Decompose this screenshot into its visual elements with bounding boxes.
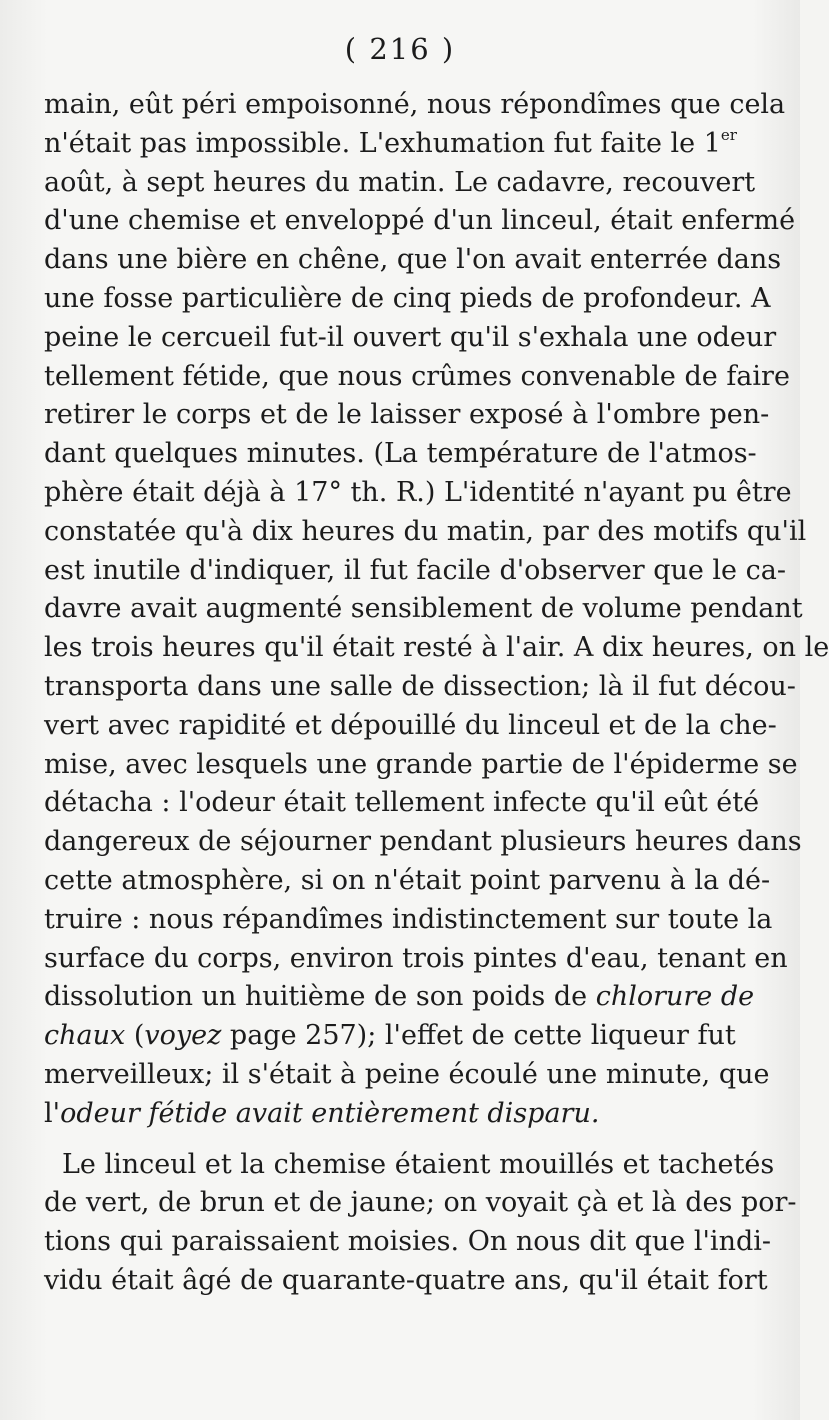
text-line (44, 901, 773, 940)
text-line (44, 164, 756, 203)
text-line (44, 552, 786, 591)
text-line (44, 1184, 797, 1223)
text-line (44, 86, 786, 125)
text-line (44, 590, 803, 629)
italic-text: voyez (144, 1020, 222, 1052)
text-segment: est inutile d'indiquer, il fut facile d'observer que le ca- (44, 554, 786, 586)
text-line (44, 707, 777, 746)
text-segment: août, à sept heures du matin. Le cadavre, recouvert (44, 166, 756, 198)
superscript: er (720, 125, 737, 144)
text-segment: Le linceul et la chemise étaient mouillés et tachetés (62, 1148, 775, 1180)
text-line (44, 823, 802, 862)
text-segment: détacha : l'odeur était tellement infecte qu'il eût été (44, 787, 760, 819)
text-line (44, 1146, 775, 1185)
text-segment: tions qui paraissaient moisies. On nous dit que l'indi- (44, 1226, 771, 1258)
text-segment: n'était pas impossible. L'exhumation fut faite le 1 (44, 127, 721, 159)
text-segment: dissolution un huitième de son poids de (44, 981, 596, 1013)
text-line (44, 513, 807, 552)
text-line (44, 862, 771, 901)
text-segment: davre avait augmenté sensiblement de volume pendant (44, 593, 803, 625)
text-line (44, 280, 771, 319)
text-segment: une fosse particulière de cinq pieds de profondeur. A (44, 282, 771, 314)
text-segment: truire : nous répandîmes indistinctement sur toute la (44, 903, 773, 935)
italic-text: chlorure de (595, 981, 755, 1013)
text-line (44, 202, 796, 241)
text-segment: page 257); l'effet de cette liqueur fut (221, 1020, 736, 1052)
text-line (44, 629, 829, 668)
text-segment: tellement fétide, que nous crûmes convenable de faire (44, 360, 790, 392)
text-segment: surface du corps, environ trois pintes d'eau, tenant en (44, 942, 788, 974)
text-line (44, 474, 792, 513)
text-segment: mise, avec lesquels une grande partie de l'épiderme se (44, 748, 798, 780)
text-segment: les trois heures qu'il était resté à l'air. A dix heures, on le (44, 632, 829, 664)
text-line (44, 1017, 734, 1056)
text-line (44, 668, 796, 707)
text-segment: dant quelques minutes. (La température de l'atmos- (44, 438, 757, 470)
text-segment: main, eût péri empoisonné, nous répondîmes que cela (44, 89, 786, 120)
text-line (44, 1056, 770, 1095)
text-line (44, 1223, 771, 1262)
text-line (44, 358, 790, 397)
text-line (44, 435, 757, 474)
text-segment: dans une bière en chêne, que l'on avait enterrée dans (44, 244, 782, 276)
text-line (44, 940, 788, 979)
text-line (44, 978, 755, 1017)
text-segment: l' (44, 1097, 61, 1129)
text-segment: retirer le corps et de le laisser exposé à l'ombre pen- (44, 399, 770, 431)
text-line (44, 319, 777, 358)
text-segment: merveilleux; il s'était à peine écoulé une minute, que (44, 1058, 770, 1090)
text-segment: peine le cercueil fut-il ouvert qu'il s'exhala une odeur (44, 321, 777, 353)
body-text (44, 86, 829, 1301)
page-number: ( 216 ) (344, 32, 456, 66)
text-segment: d'une chemise et enveloppé d'un linceul, était enfermé (44, 205, 796, 237)
text-segment: ( (125, 1020, 145, 1052)
text-line (44, 746, 798, 785)
text-line (44, 784, 760, 823)
text-segment: cette atmosphère, si on n'était point parvenu à la dé- (44, 864, 771, 896)
text-line (44, 1095, 734, 1134)
text-line (44, 396, 770, 435)
text-line (44, 125, 737, 164)
text-segment: vidu était âgé de quarante-quatre ans, qu'il était fort (44, 1264, 768, 1296)
italic-text: chaux (44, 1020, 126, 1052)
italic-text: odeur fétide avait entièrement disparu. (60, 1097, 600, 1129)
text-segment: dangereux de séjourner pendant plusieurs heures dans (44, 826, 802, 858)
text-line (44, 241, 782, 280)
text-segment: phère était déjà à 17° th. R.) L'identité n'ayant pu être (44, 476, 792, 508)
text-segment: transporta dans une salle de dissection; là il fut décou- (44, 670, 796, 702)
text-line (44, 1262, 768, 1301)
text-segment: vert avec rapidité et dépouillé du linceul et de la che- (44, 709, 777, 741)
text-segment: de vert, de brun et de jaune; on voyait çà et là des por- (44, 1187, 797, 1219)
text-segment: constatée qu'à dix heures du matin, par des motifs qu'il (44, 515, 807, 547)
